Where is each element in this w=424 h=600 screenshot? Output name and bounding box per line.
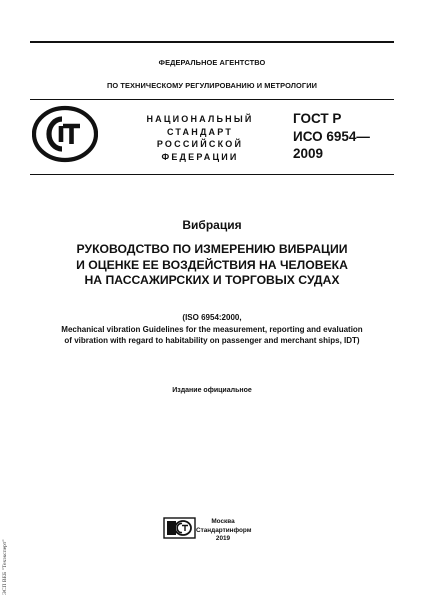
gost-r-certification-mark-icon — [32, 105, 98, 163]
publisher-year: 2019 — [215, 535, 231, 543]
agency-subtitle: ПО ТЕХНИЧЕСКОМУ РЕГУЛИРОВАНИЮ И МЕТРОЛОГИИ — [106, 81, 318, 90]
iso-reference-line: Mechanical vibration Guidelines for the measurement, reporting and evaluation — [61, 324, 363, 334]
publisher-name: Стандартинформ — [196, 526, 252, 534]
standard-year: 2009 — [293, 146, 324, 161]
agency-name: ФЕДЕРАЛЬНОЕ АГЕНТСТВО — [158, 58, 266, 67]
publisher-city: Москва — [211, 518, 235, 525]
national-standard-line: СТАНДАРТ — [166, 126, 234, 137]
national-standard-line: РОССИЙСКОЙ — [156, 139, 244, 149]
document-title — [20, 242, 404, 289]
document-title-line: РУКОВОДСТВО ПО ИЗМЕРЕНИЮ ВИБРАЦИИ — [76, 242, 348, 256]
document-title-line: И ОЦЕНКЕ ЕЕ ВОЗДЕЙСТВИЯ НА ЧЕЛОВЕКА — [76, 257, 348, 272]
standard-number: ИСО 6954— — [293, 128, 370, 144]
header-rule — [30, 99, 394, 100]
document-title-line: НА ПАССАЖИРСКИХ И ТОРГОВЫХ СУДАХ — [84, 273, 340, 287]
gost-label: ГОСТ Р — [293, 111, 342, 126]
official-edition-label: Издание официальное — [172, 387, 252, 394]
standartinform-logo-icon — [163, 517, 196, 539]
document-subject: Вибрация — [182, 218, 242, 232]
standard-designation — [293, 110, 370, 163]
top-rule — [30, 41, 394, 43]
side-stamp-text: ЭСП ВЕБ "Техэксперт" — [2, 539, 8, 595]
national-standard-label — [140, 113, 260, 163]
iso-reference-line: (ISO 6954:2000, — [182, 313, 242, 322]
national-standard-line: ФЕДЕРАЦИИ — [161, 151, 239, 162]
national-standard-line: НАЦИОНАЛЬНЫЙ — [146, 114, 254, 124]
iso-reference — [20, 312, 404, 347]
side-stamp — [2, 513, 12, 595]
standard-block-rule — [30, 174, 394, 175]
publisher-block — [196, 518, 250, 544]
iso-reference-line: of vibration with regard to habitability on passenger and merchant ships, IDT) — [64, 336, 360, 345]
